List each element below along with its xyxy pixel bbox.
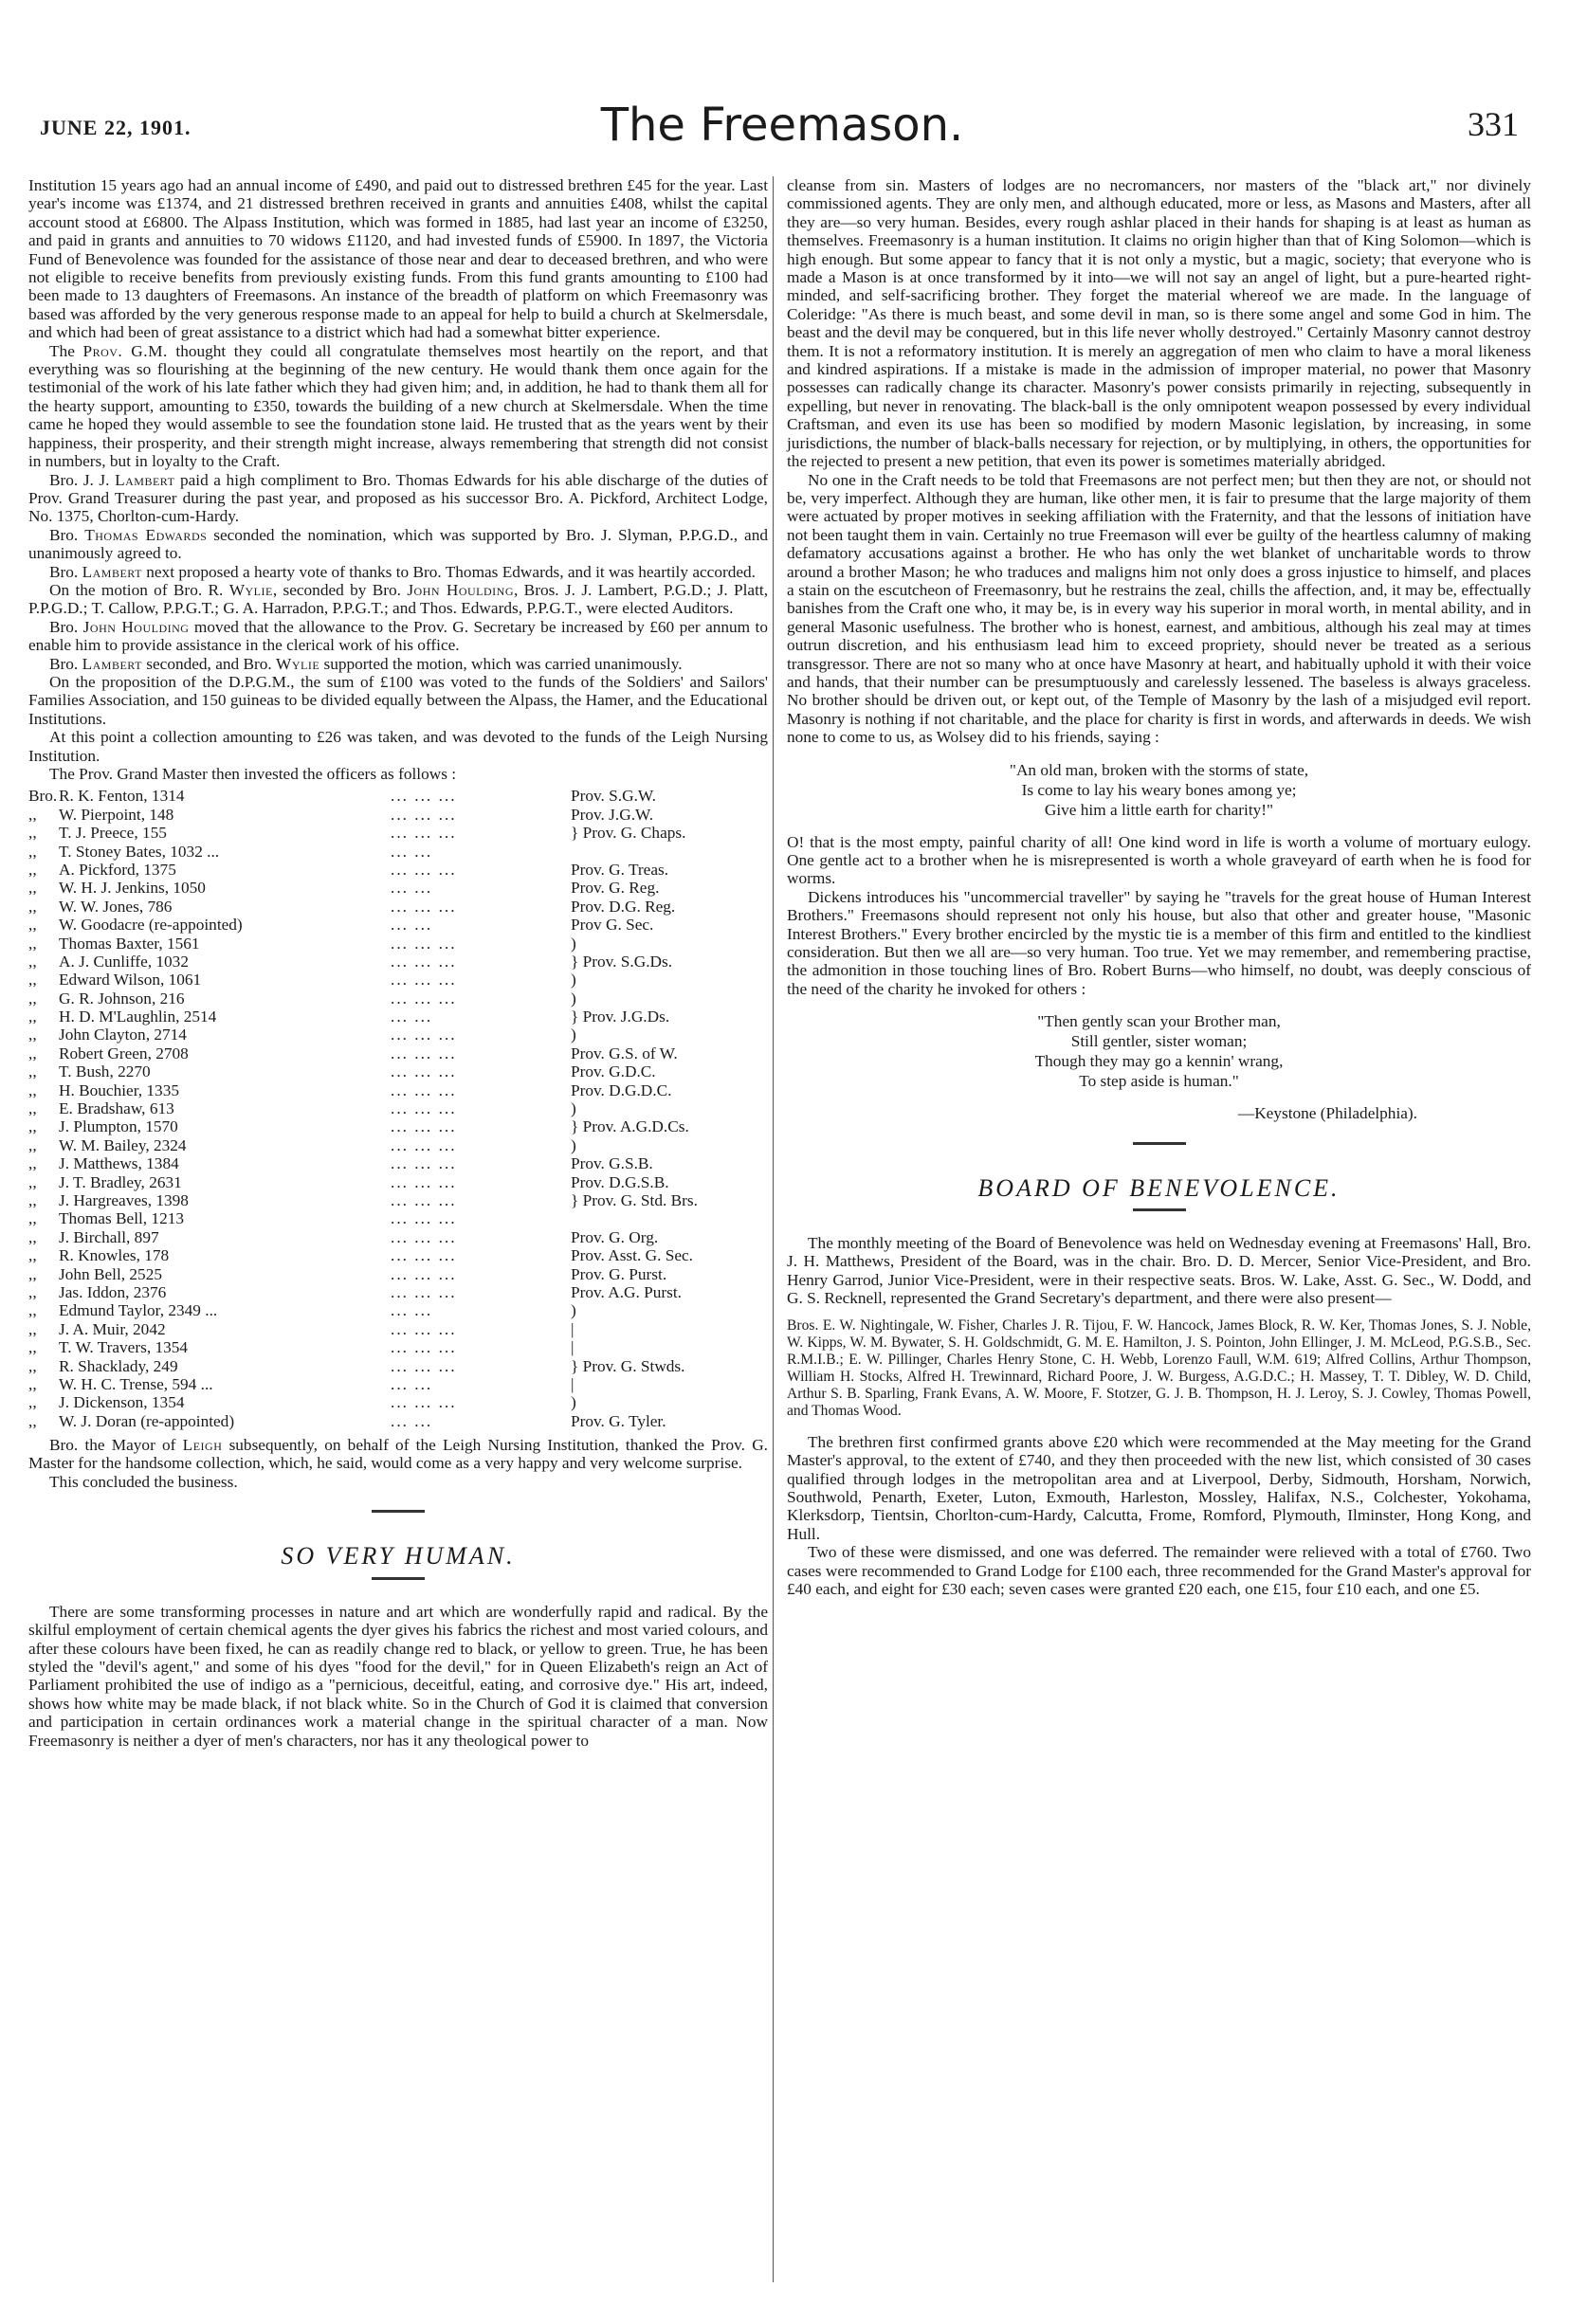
leader-dots: ... ... ... (391, 1044, 457, 1062)
paragraph (28, 655, 768, 673)
officer-name: J. Dickenson, 1354 (59, 1393, 185, 1412)
officer-office: Prov. G.D.C. (571, 1062, 656, 1081)
person-name: Lambert (82, 562, 142, 581)
leader-dots: ... ... ... (391, 1191, 457, 1209)
officer-prefix: ,, (28, 1209, 37, 1228)
officer-name: H. D. M'Laughlin, 2514 (59, 1008, 217, 1026)
paragraph (28, 581, 768, 618)
officer-prefix: ,, (28, 1301, 37, 1320)
officer-prefix: ,, (28, 805, 37, 824)
officer-name: A. Pickford, 1375 (59, 860, 176, 879)
officer-row (28, 1375, 768, 1393)
verse-line: Is come to lay his weary bones among ye; (1021, 780, 1297, 799)
leader-dots: ... ... ... (391, 1117, 457, 1136)
right-column (787, 176, 1531, 1598)
masthead (19, 95, 1545, 161)
officer-office: ) (571, 1393, 576, 1412)
officer-prefix: ,, (28, 952, 37, 971)
officer-row (28, 953, 768, 971)
officer-name: R. Shacklady, 249 (59, 1356, 178, 1375)
officer-office: | (571, 1319, 575, 1338)
officer-office: ) (571, 989, 576, 1008)
paragraph: On the proposition of the D.P.G.M., the sum of £100 was voted to the funds of the Soldiers' and Sailors' Families Association, and 150 guineas to be divided equally between the Alpass, the Hamer, and the Educational Institutions. (28, 672, 768, 728)
paragraph-text: paid a high compliment to Bro. Thomas Edwards for his able discharge of the duties of Prov. Grand Treasurer during the past year, and proposed as his successor Bro. A. Pickford, Architect Lodge, No. 1375, Chorlton-cum-Hardy. (28, 470, 768, 526)
paragraph: The brethren first confirmed grants above £20 which were recommended at the May meeting for the Grand Master's approval, to the extent of £740, and they then proceeded with the new list, which consisted of 30 cases qualified through lodges in the metropolitan area and at Liverpool, Derby, Sidmouth, Horsham, Norwich, Southwold, Penarth, Exeter, Luton, Exmouth, Harleston, Mossley, Halifax, N.S., Colchester, Yokohama, Klerksdorp, Tientsin, Chorlton-cum-Hardy, Calcutta, Frome, Romford, Plymouth, Ilminster, Hong Kong, and Hull. (787, 1432, 1531, 1543)
leader-dots: ... ... ... (391, 805, 457, 824)
officer-row (28, 935, 768, 953)
officer-prefix: ,, (28, 1393, 37, 1412)
paragraph-lead: On the motion of Bro. R. (49, 580, 224, 599)
paragraph: Two of these were dismissed, and one was deferred. The remainder were relieved with a total of £760. Two cases were recommended to Grand Lodge for £100 each, three recommended for the Grand Master's approval for £40 each, and eight for £30 each; seven cases were granted £20 each, one £15, four £10 each, and one £5. (787, 1543, 1531, 1598)
officer-row (28, 1026, 768, 1044)
officer-office: Prov. D.G.S.B. (571, 1172, 669, 1191)
officer-office: } Prov. S.G.Ds. (571, 952, 673, 971)
officer-office: Prov. G.S.B. (571, 1154, 653, 1173)
paragraph (28, 526, 768, 563)
officer-office: } Prov. A.G.D.Cs. (571, 1117, 689, 1136)
officer-row (28, 990, 768, 1008)
officer-name: W. Pierpoint, 148 (59, 805, 174, 824)
officer-name: G. R. Johnson, 216 (59, 989, 185, 1008)
officer-prefix: ,, (28, 1154, 37, 1173)
officer-office: Prov. G.S. of W. (571, 1044, 678, 1062)
officer-row (28, 843, 768, 861)
paragraph: There are some transforming processes in nature and art which are wonderfully rapid and radical. By the skilful employment of certain chemical agents the dyer gives his fabrics the richest and most varied colours, and after these colours have been fixed, he can as readily change red to black, or yellow to green. True, he has been styled the "devil's agent," and some of his dyes "food for the devil," for in Queen Elizabeth's reign an Act of Parliament prohibited the use of indigo as a "pernicious, deceitful, eating, and corrosive dye." His art, indeed, shows how white may be made black, if not black white. So in the Church of God it is claimed that conversion and participation in certain ordinances work a material change in the spiritual character of a man. Now Freemasonry is neither a dyer of men's characters, nor has it any theological power to (28, 1602, 768, 1750)
leader-dots: ... ... (391, 879, 433, 898)
leader-dots: ... ... ... (391, 952, 457, 971)
officer-name: R. K. Fenton, 1314 (59, 787, 185, 806)
paragraph: The Prov. Grand Master then invested the officers as follows : (49, 765, 457, 783)
leader-dots: ... ... ... (391, 989, 457, 1008)
officer-name: W. H. C. Trense, 594 ... (59, 1374, 213, 1393)
officer-name: T. J. Preece, 155 (59, 824, 167, 843)
leader-dots: ... ... ... (391, 1209, 457, 1228)
leader-dots: ... ... ... (391, 1393, 457, 1412)
officer-prefix: ,, (28, 1062, 37, 1081)
section-heading: BOARD OF BENEVOLENCE. (977, 1173, 1341, 1202)
paragraph-text: , Bros. J. J. Lambert, P.G.D.; J. Platt, P.P.G.D.; T. Callow, P.P.G.T.; G. A. Harradon, P.P.G.T.; and Thos. Edwards, P.P.G.T., were elected Auditors. (28, 580, 769, 618)
officer-prefix: ,, (28, 879, 37, 898)
officer-row (28, 1393, 768, 1411)
officer-prefix: ,, (28, 1227, 37, 1246)
officer-row (28, 1338, 768, 1356)
officer-office: } Prov. G. Stwds. (571, 1356, 685, 1375)
leader-dots: ... ... ... (391, 1282, 457, 1301)
verse-line: "Then gently scan your Brother man, (1037, 1012, 1281, 1031)
officer-prefix: ,, (28, 1191, 37, 1209)
leader-dots: ... ... (391, 1374, 433, 1393)
person-name: Wylie (228, 580, 273, 599)
person-name: John Houlding (407, 580, 515, 599)
officer-row (28, 1136, 768, 1154)
leader-dots: ... ... ... (391, 860, 457, 879)
officer-prefix: ,, (28, 1026, 37, 1044)
officer-prefix: ,, (28, 1356, 37, 1375)
paragraph: The monthly meeting of the Board of Benevolence was held on Wednesday evening at Freemasons' Hall, Bro. J. H. Matthews, President of the Board, was in the chair. Bro. D. D. Mercer, Senior Vice-President, and Bro. Henry Garrod, Junior Vice-President, were in their respective seats. Bros. W. Lake, Asst. G. Sec., W. Dodd, and G. S. Recknell, represented the Grand Secretary's department, and there were also present— (787, 1234, 1531, 1308)
officer-row (28, 806, 768, 824)
officer-row (28, 879, 768, 897)
section-rule (372, 1577, 425, 1580)
officer-office: Prov. D.G.D.C. (571, 1080, 672, 1099)
leader-dots: ... ... ... (391, 1227, 457, 1246)
leader-dots: ... ... ... (391, 1338, 457, 1357)
officer-office: Prov. Asst. G. Sec. (571, 1246, 693, 1265)
officer-prefix: ,, (28, 1374, 37, 1393)
officer-name: W. W. Jones, 786 (59, 897, 173, 916)
paragraph-text: subsequently, on behalf of the Leigh Nursing Institution, thanked the Prov. G. Master for the handsome collection, which, he said, would come as a very happy and very welcome surprise. (28, 1436, 768, 1473)
leader-dots: ... ... ... (391, 1099, 457, 1118)
officer-row (28, 1265, 768, 1283)
officer-name: Edmund Taylor, 2349 ... (59, 1301, 218, 1320)
paragraph-lead: Bro. J. J. (49, 470, 110, 489)
attribution: —Keystone (Philadelphia). (1237, 1104, 1417, 1123)
leader-dots: ... ... (391, 1301, 433, 1320)
officer-office: ) (571, 1099, 576, 1118)
officer-name: J. A. Muir, 2042 (59, 1319, 166, 1338)
paragraph-text: , seconded by Bro. (272, 580, 401, 599)
officer-row (28, 1154, 768, 1172)
officer-name: Thomas Baxter, 1561 (59, 934, 200, 953)
officer-office: Prov. S.G.W. (571, 787, 656, 806)
officer-prefix: ,, (28, 971, 37, 990)
officer-prefix: ,, (28, 934, 37, 953)
verse-line: Give him a little earth for charity!" (1044, 800, 1274, 819)
person-name: John Houlding (82, 617, 190, 636)
person-name: Lambert (82, 654, 142, 673)
officer-office: ) (571, 971, 576, 990)
leader-dots: ... ... ... (391, 1246, 457, 1265)
officer-office: Prov. A.G. Purst. (571, 1282, 682, 1301)
leader-dots: ... ... ... (391, 1026, 457, 1044)
paragraph-text: moved that the allowance to the Prov. G. Secretary be increased by £60 per annum to enable him to provide assistance in the clerical work of his office. (28, 617, 768, 655)
officer-office: Prov. D.G. Reg. (571, 897, 676, 916)
officer-row (28, 898, 768, 916)
officer-prefix: ,, (28, 842, 37, 861)
leader-dots: ... ... ... (391, 1080, 457, 1099)
leader-dots: ... ... ... (391, 824, 457, 843)
officers-list (28, 787, 768, 1430)
officer-office: } Prov. G. Chaps. (571, 824, 686, 843)
officer-prefix: ,, (28, 1008, 37, 1026)
officer-name: W. H. J. Jenkins, 1050 (59, 879, 206, 898)
column-divider (773, 176, 774, 2282)
officer-office: | (571, 1338, 575, 1357)
officer-prefix: ,, (28, 1411, 37, 1430)
leader-dots: ... ... (391, 916, 433, 935)
paragraph: No one in the Craft needs to be told that Freemasons are not perfect men; but then they are not, or should not be, very imperfect. Although they are human, like other men, it is fair to presume that the large majority of them were actuated by proper motives in seeking affiliation with the Fraternity, and that the lessons of initiation have not been taught them in vain. Certainly no true Freemason will ever be guilty of the heartless calumny of making defamatory accusations against a brother. He who has only the wet blanket of uncharitable words to throw around a brother Mason; he who traduces and maligns him not only does a gross injustice to himself, and places a stain on the escutcheon of Freemasonry, but he restrains the zeal, chills the affection, and, it may be, effectually banishes from the Craft one who, it may be, is in every way his superior in moral worth, in mental ability, and in general Masonic usefulness. The brother who is honest, earnest, and ambitious, although his zeal may at times outrun discretion, and his enthusiasm lead him to exceed propriety, should never be treated as a serious transgressor. There are not so many who at once have Masonry at heart, and habitually uphold it with their voice and hands, that their number can be presumptuously and carelessly lessened. The baseless is always graceless. No brother should be driven out, or kept out, of the Temple of Masonry by the lash of a misjudged evil report. Masonry is nothing if not charitable, and the place for charity is first in words, and afterwards in deeds. We wish none to come to us, as Wolsey did to his friends, saying : (787, 470, 1531, 747)
paragraph (28, 471, 768, 526)
paragraph-lead: Bro. (49, 562, 79, 581)
officer-office: ) (571, 934, 576, 953)
officer-name: J. Birchall, 897 (59, 1227, 159, 1246)
leader-dots: ... ... ... (391, 934, 457, 953)
officer-name: W. M. Bailey, 2324 (59, 1135, 187, 1154)
officer-row (28, 1412, 768, 1430)
officer-name: Thomas Bell, 1213 (59, 1209, 184, 1228)
officer-office: Prov G. Sec. (571, 916, 654, 935)
paragraph (28, 1436, 768, 1473)
section-rule (1133, 1142, 1186, 1145)
paragraph: cleanse from sin. Masters of lodges are no necromancers, nor masters of the "black art," nor divinely commissioned agents. They are only men, and although educated, more or less, as Masons and Masters, after all they are—so very human. Besides, every rough ashlar placed in their hands for shaping is at least as human as themselves. Freemasonry is a human institution. It claims no origin higher than that of King Solomon—which is high enough. But some appear to fancy that it is not only a mystic, but a magic, society; that everyone who is made a Mason is at once transformed by it into—we will not say an angel of light, but a pure-hearted right-minded, and self-sacrificing brother. They forget the material whereof we are made. In the language of Coleridge: "As there is much beast, and some devil in man, so is there some angel and some God in him. The beast and the devil may be conquered, but in this life never wholly destroyed." Certainly Masonry cannot destroy them. It is not a reformatory institution. It is merely an aggregation of men who claim to have a moral likeness and kindred aspirations. If a mistake is made in the admission of improper material, no power that Masonry possesses can radically change its character. Masonry's power consists primarily in rejecting, subsequently in expelling, but never in renovating. The black-ball is the only omnipotent weapon possessed by every individual Craftsman, and even its use has been so modified by modern Masonic legislation, by increasing, in some jurisdictions, the number of black-balls necessary for rejection, or by multiplying, in others, the opportunities for the rejected to present a new petition, that even its power is sometimes materially abridged. (787, 176, 1531, 471)
attendees-list: Bros. E. W. Nightingale, W. Fisher, Charles J. R. Tijou, F. W. Hancock, James Block, R. W. Ker, Thomas Jones, S. J. Noble, W. Kipps, W. M. Bywater, S. H. Goldschmidt, G. M. E. Hamilton, J. S. Pointon, John Ellinger, J. M. McLeod, P.G.S.B., Sec. R.M.I.B.; E. W. Pillinger, Charles Henry Stone, C. H. Webb, Lorenzo Faull, W.M. 619; Alfred Collins, Arthur Thompson, William H. Stocks, Alfred H. Trewinnard, Richard Poore, J. W. Burgess, A.G.D.C.; H. Massey, T. T. Dibley, W. D. Child, Arthur S. B. Sparling, Frank Evans, A. W. Moore, F. Stotzer, G. J. B. Thompson, H. J. Leroy, S. J. Cowley, Thomas Powell, and Thomas Wood. (787, 1316, 1531, 1419)
paragraph-text: next proposed a hearty vote of thanks to Bro. Thomas Edwards, and it was heartily accorded. (146, 562, 756, 581)
officer-row (28, 1357, 768, 1375)
officer-office: Prov. G. Treas. (571, 860, 669, 879)
officer-row (28, 1062, 768, 1080)
page-number: 331 (1468, 105, 1519, 143)
officer-office: } Prov. J.G.Ds. (571, 1008, 670, 1026)
officer-row (28, 1320, 768, 1338)
officer-prefix: ,, (28, 824, 37, 843)
verse-line: Though they may go a kennin' wrang, (1034, 1052, 1284, 1071)
leader-dots: ... ... (391, 1008, 433, 1026)
officer-name: John Bell, 2525 (59, 1264, 162, 1283)
officer-office: ) (571, 1135, 576, 1154)
section-rule (372, 1510, 425, 1513)
officer-row (28, 1173, 768, 1191)
paragraph: Dickens introduces his "uncommercial traveller" by saying he "travels for the great house of Human Interest Brothers." Freemasons should represent not only his house, but also that other and greater house, "Masonic Interest Brothers." Every brother encircled by the mystic tie is a member of this firm and entitled to the kindliest consideration. But then we all are—so very human. Too true. Yet we may remember, and remembering practise, the admonition in those touching lines of Bro. Robert Burns—who himself, no doubt, was deeply conscious of the need of the charity he invoked for others : (787, 887, 1531, 998)
officer-prefix: ,, (28, 860, 37, 879)
verse-line: To step aside is human." (1079, 1072, 1239, 1091)
leader-dots: ... ... ... (391, 1319, 457, 1338)
paragraph-text: thought they could all congratulate themselves most heartily on the report, and that everything was so flourishing at the beginning of the new century. He would thank them once again for the testimonial of the work of his late father which they had given him; and, in addition, he had to thank them all for the hearty support, amounting to £350, towards the building of a new church at Skelmersdale. When the time came he hoped they would assemble to see the foundation stone laid. He trusted that as the years went by their happiness, their prosperity, and their strength might increase, always remembering that strength did not consist in numbers, but in loyalty to the Craft. (28, 341, 769, 471)
paragraph-lead: Bro. (49, 654, 79, 673)
person-name: Lambert (115, 470, 175, 489)
verse-line: Still gentler, sister woman; (1070, 1032, 1248, 1051)
section-rule (1133, 1208, 1186, 1211)
officer-row (28, 1301, 768, 1319)
officer-name: T. Bush, 2270 (59, 1062, 151, 1081)
officer-name: W. J. Doran (re-appointed) (59, 1411, 235, 1430)
person-name: Prov. G.M. (82, 341, 168, 360)
leader-dots: ... ... (391, 842, 433, 861)
leader-dots: ... ... (391, 1411, 433, 1430)
officer-prefix: Bro. (28, 787, 58, 806)
officer-prefix: ,, (28, 1080, 37, 1099)
officer-office: Prov. J.G.W. (571, 805, 654, 824)
verse-quote (787, 760, 1531, 820)
officer-row (28, 1044, 768, 1062)
leader-dots: ... ... ... (391, 1062, 457, 1081)
person-name: Thomas Edwards (84, 525, 208, 544)
paragraph-text: seconded the nomination, which was supported by Bro. J. Slyman, P.P.G.D., and unanimously agreed to. (28, 525, 768, 563)
officer-prefix: ,, (28, 1172, 37, 1191)
officer-row (28, 1191, 768, 1209)
officer-office: ) (571, 1301, 576, 1320)
officer-row (28, 916, 768, 934)
officer-row (28, 971, 768, 989)
officer-office: Prov. G. Reg. (571, 879, 660, 898)
paragraph-text: seconded, and Bro. (146, 654, 272, 673)
officer-row (28, 1117, 768, 1135)
officer-name: Jas. Iddon, 2376 (59, 1282, 167, 1301)
officer-prefix: ,, (28, 989, 37, 1008)
officer-office: ) (571, 1026, 576, 1044)
officer-prefix: ,, (28, 1099, 37, 1118)
officer-row (28, 1081, 768, 1099)
officer-prefix: ,, (28, 1319, 37, 1338)
officer-name: Edward Wilson, 1061 (59, 971, 202, 990)
paragraph: This concluded the business. (49, 1472, 238, 1491)
place-name: Leigh (182, 1436, 223, 1455)
officer-row (28, 861, 768, 879)
paragraph-lead: Bro. (49, 617, 79, 636)
leader-dots: ... ... ... (391, 787, 457, 806)
leader-dots: ... ... ... (391, 897, 457, 916)
officer-prefix: ,, (28, 1246, 37, 1265)
officer-prefix: ,, (28, 1264, 37, 1283)
officer-name: J. Matthews, 1384 (59, 1154, 179, 1173)
verse-quote (787, 1011, 1531, 1091)
officer-office: | (571, 1374, 575, 1393)
officer-office: Prov. G. Purst. (571, 1264, 667, 1283)
officer-name: J. T. Bradley, 2631 (59, 1172, 182, 1191)
officer-name: H. Bouchier, 1335 (59, 1080, 179, 1099)
leader-dots: ... ... ... (391, 1264, 457, 1283)
officer-row (28, 1246, 768, 1264)
officer-name: J. Hargreaves, 1398 (59, 1191, 189, 1209)
officer-name: R. Knowles, 178 (59, 1246, 170, 1265)
leader-dots: ... ... ... (391, 1154, 457, 1173)
officer-row (28, 824, 768, 842)
paragraph: O! that is the most empty, painful charity of all! One kind word in life is worth a volume of mortuary eulogy. One gentle act to a brother when he is misrepresented is worth a whole graveyard of earth when he is food for worms. (787, 832, 1531, 888)
left-column (28, 176, 768, 1750)
issue-date: JUNE 22, 1901. (40, 116, 192, 139)
officer-name: Robert Green, 2708 (59, 1044, 189, 1062)
leader-dots: ... ... ... (391, 971, 457, 990)
officer-name: T. W. Travers, 1354 (59, 1338, 189, 1357)
paragraph-lead: Bro. (49, 525, 79, 544)
officer-prefix: ,, (28, 1117, 37, 1136)
officer-name: A. J. Cunliffe, 1032 (59, 952, 189, 971)
paragraph (28, 618, 768, 655)
officer-name: J. Plumpton, 1570 (59, 1117, 178, 1136)
newspaper-title: The Freemason. (600, 99, 964, 152)
officer-name: E. Bradshaw, 613 (59, 1099, 174, 1118)
officer-prefix: ,, (28, 1338, 37, 1357)
officer-office: } Prov. G. Std. Brs. (571, 1191, 698, 1209)
officer-prefix: ,, (28, 1135, 37, 1154)
officer-row (28, 1228, 768, 1246)
section-heading: SO VERY HUMAN. (281, 1542, 516, 1571)
paragraph (28, 563, 768, 581)
paragraph: Institution 15 years ago had an annual income of £490, and paid out to distressed brethren £45 for the year. Last year's income was £1374, and 21 distressed brethren received in grants and annuities £408, whilst the capital account stood at £6800. The Alpass Institution, which was formed in 1885, had last year an income of £3250, and paid in grants and annuities to 70 widows £1120, and had invested funds of £5900. In 1897, the Victoria Fund of Benevolence was founded for the assistance of those near and dear to deceased brethren, and who were not eligible to receive benefits from previously existing funds. From this fund grants amounting to £100 had been made to 13 daughters of Freemasons. An instance of the breadth of platform on which Freemasonry was based was afforded by the very generous response made to an appeal for help to build a church at Skelmersdale, and which had been of great assistance to a district which had had a somewhat bitter experience. (28, 176, 768, 342)
paragraph: At this point a collection amounting to £26 was taken, and was devoted to the funds of the Leigh Nursing Institution. (28, 728, 768, 765)
officer-row (28, 1008, 768, 1026)
officer-row (28, 1099, 768, 1117)
officer-prefix: ,, (28, 916, 37, 935)
officer-prefix: ,, (28, 1282, 37, 1301)
officer-name: T. Stoney Bates, 1032 ... (59, 842, 220, 861)
officer-office: Prov. G. Tyler. (571, 1411, 666, 1430)
leader-dots: ... ... ... (391, 1135, 457, 1154)
officer-name: John Clayton, 2714 (59, 1026, 187, 1044)
paragraph-lead: Bro. the Mayor of (49, 1436, 176, 1455)
officer-office: Prov. G. Org. (571, 1227, 659, 1246)
leader-dots: ... ... ... (391, 1356, 457, 1375)
person-name: Wylie (276, 654, 320, 673)
leader-dots: ... ... ... (391, 1172, 457, 1191)
verse-line: "An old man, broken with the storms of state, (1009, 760, 1309, 779)
officer-row (28, 787, 768, 805)
paragraph-text: supported the motion, which was carried unanimously. (323, 654, 683, 673)
paragraph: The Prov. G.M. thought they could all congratulate themselves most heartily on the report, and that everything was so flourishing at the beginning of the new century. He would thank them once again for the testimonial of the work of his late father which they had given him; and, in addition, he had to thank them all for the hearty support, amounting to £350, towards the building of a new church at Skelmersdale. When the time came he hoped they would assemble to see the foundation stone laid. He trusted that as the years went by their happiness, their prosperity, and their strength might increase, always remembering that strength did not consist in numbers, but in loyalty to the Craft. (28, 341, 769, 471)
officer-name: W. Goodacre (re-appointed) (59, 916, 243, 935)
officer-row (28, 1209, 768, 1227)
officer-prefix: ,, (28, 1044, 37, 1062)
officer-row (28, 1283, 768, 1301)
officer-prefix: ,, (28, 897, 37, 916)
